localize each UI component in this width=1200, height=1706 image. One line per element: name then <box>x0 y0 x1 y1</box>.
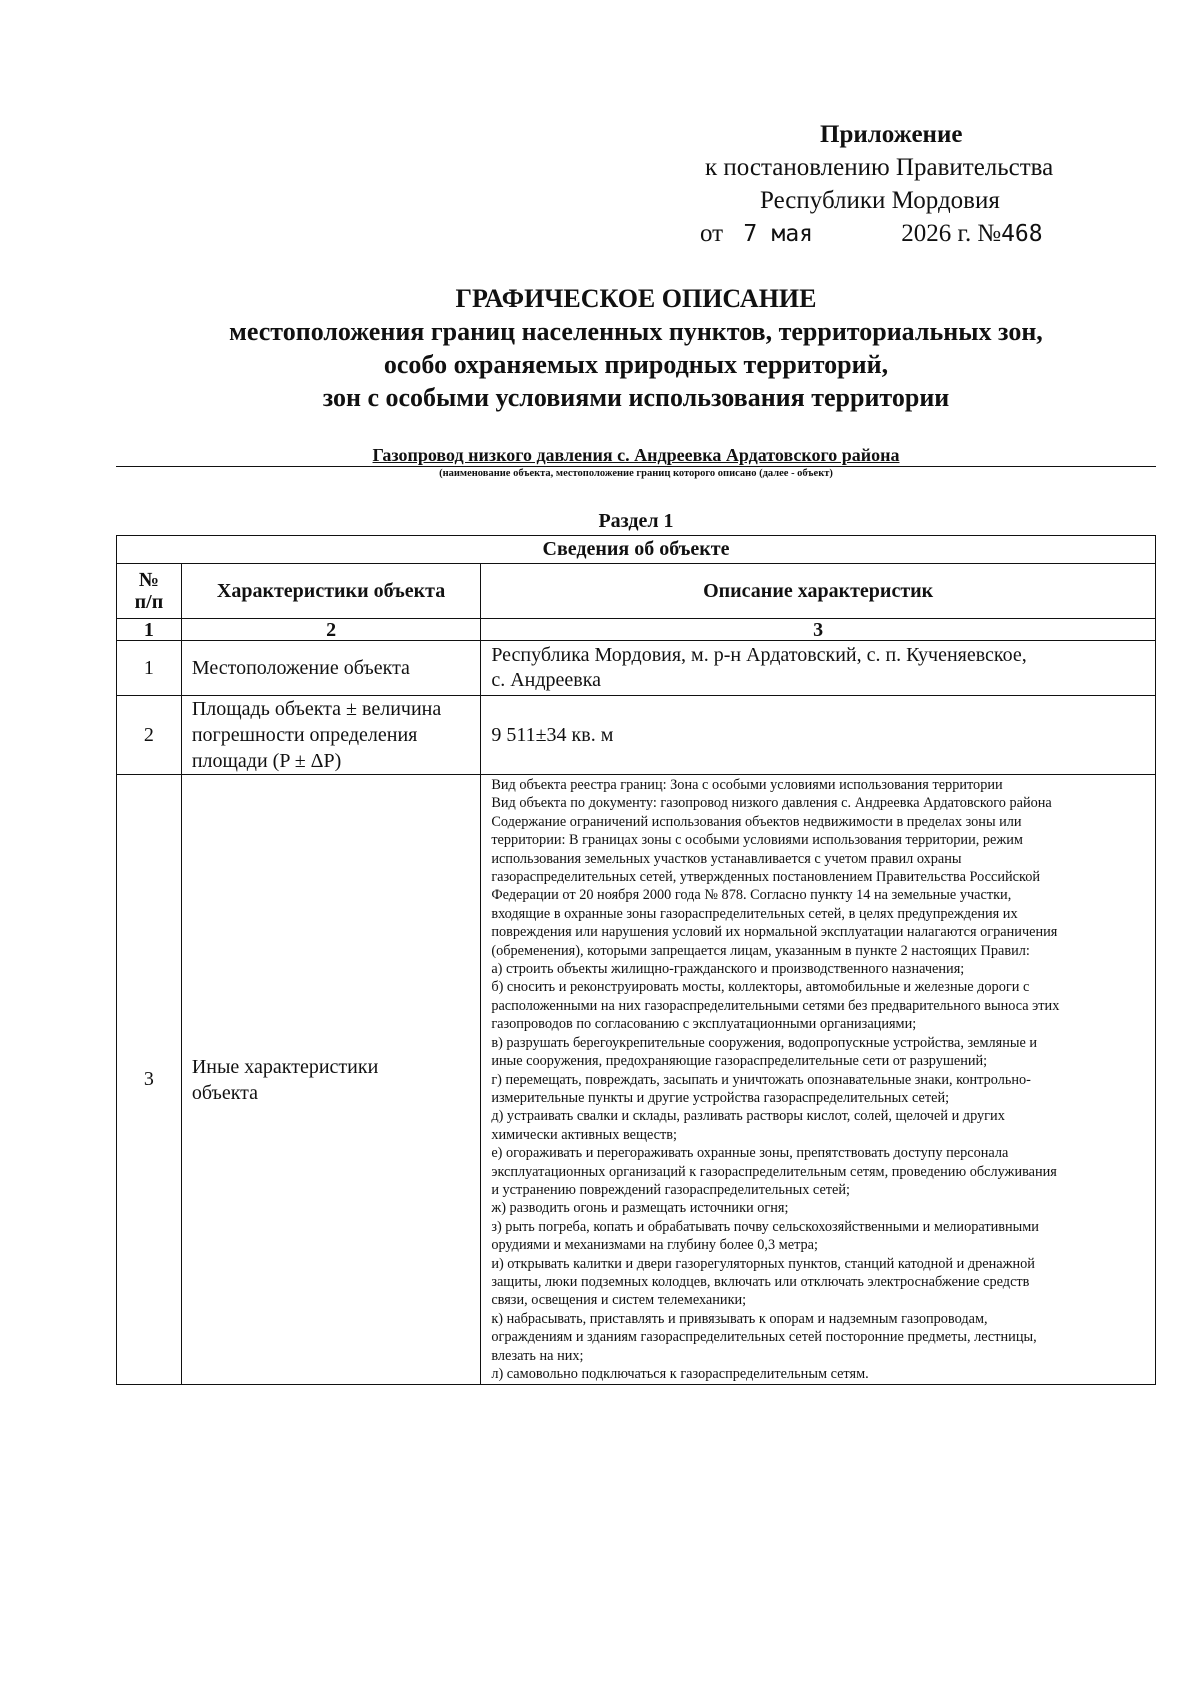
row-number: 2 <box>117 696 182 775</box>
restriction-line: и) открывать калитки и двери газорегуляторных пунктов, станций катодной и дренажной <box>491 1255 1035 1272</box>
restriction-line: территории: В границах зоны с особыми условиями использования территории, режим <box>491 832 1023 849</box>
restriction-line: г) перемещать, повреждать, засыпать и уничтожать опознавательные знаки, контрольно- <box>491 1071 1031 1088</box>
restriction-line: Содержание ограничений использования объектов недвижимости в пределах зоны или <box>491 813 1022 830</box>
row-characteristic-line: площади (P ± ΔP) <box>191 750 342 772</box>
table-row <box>117 641 1156 696</box>
object-name-rule <box>116 466 1156 467</box>
approval-title: Приложение <box>820 121 963 148</box>
title-line-3: зон с особыми условиями использования территории <box>322 383 950 412</box>
restriction-line: Федерации от 20 ноября 2000 года № 878. Согласно пункту 14 на земельные участки, <box>491 887 1012 904</box>
object-name-note: (наименование объекта, местоположение границ которого описано (далее - объект) <box>439 468 833 479</box>
restriction-line: и устранению повреждений газораспределительных сетей; <box>491 1181 851 1198</box>
title-line-1: местоположения границ населенных пунктов, территориальных зон, <box>229 317 1043 346</box>
object-name <box>116 445 1156 465</box>
approval-block <box>690 118 1130 251</box>
restriction-line: газопроводов по согласованию с эксплуатационными организациями; <box>491 1016 917 1033</box>
row-characteristic <box>181 641 480 696</box>
column-number-row <box>117 619 1156 641</box>
restriction-line: связи, освещения и систем телемеханики; <box>491 1292 747 1309</box>
object-name-text: Газопровод низкого давления с. Андреевка Ардатовского района <box>372 445 900 465</box>
restriction-line: е) огораживать и перегораживать охранные зоны, препятствовать доступу персонала <box>491 1145 1009 1162</box>
restriction-line: эксплуатационных организаций к газораспределительным сетям, проведению обслуживания <box>491 1163 1057 1180</box>
restriction-line: расположенными на них газораспределительными сетями без предварительного выноса этих <box>491 997 1060 1014</box>
restriction-line: а) строить объекты жилищно-гражданского и производственного назначения; <box>491 961 965 978</box>
table-row <box>117 775 1156 1385</box>
restriction-line: д) устраивать свалки и склады, разливать растворы кислот, солей, щелочей и других <box>491 1108 1005 1125</box>
row-description <box>481 641 1156 696</box>
table-caption: Сведения об объекте <box>117 536 1156 564</box>
restriction-line: газораспределительных сетей, утвержденных постановлением Правительства Российской <box>491 869 1040 886</box>
restriction-line: использования земельных участков устанавливается с учетом правил охраны <box>491 850 962 867</box>
approval-date-line <box>700 217 1130 251</box>
table-row <box>117 696 1156 775</box>
table-caption-row <box>117 536 1156 564</box>
restriction-line: входящие в охранные зоны газораспределительных сетей, в целях предупреждения их <box>491 905 1018 922</box>
header-num <box>117 564 182 619</box>
title-heading: ГРАФИЧЕСКОЕ ОПИСАНИЕ <box>455 284 817 313</box>
title-line-2: особо охраняемых природных территорий, <box>383 350 889 379</box>
header-description: Описание характеристик <box>481 564 1156 619</box>
restriction-line: защиты, люки подземных колодцев, включать или отключать электроснабжение средств <box>491 1273 1030 1290</box>
approval-day: 7 <box>743 221 758 247</box>
approval-number-sign: № <box>977 220 1002 247</box>
approval-year: 2026 г. <box>901 220 972 247</box>
header-num-line-2: п/п <box>134 591 164 613</box>
restriction-line: л) самовольно подключаться к газораспределительным сетям. <box>491 1366 869 1382</box>
restriction-line: измерительные пункты и другие устройства газораспределительных сетей; <box>491 1089 950 1106</box>
header-num-line-1: № <box>138 569 159 591</box>
restriction-line: ж) разводить огонь и размещать источники огня; <box>491 1200 789 1217</box>
row-characteristic <box>181 696 480 775</box>
row-characteristic-line: погрешности определения <box>191 724 418 746</box>
column-number: 2 <box>181 619 480 641</box>
document-title <box>116 282 1156 414</box>
object-info-table <box>116 535 1156 1385</box>
column-number: 3 <box>481 619 1156 641</box>
restriction-line: (обременения), которыми запрещается лицам, указанным в пункте 2 настоящих Правил: <box>491 942 1030 959</box>
approval-number: 468 <box>1001 221 1043 247</box>
row-number: 1 <box>117 641 182 696</box>
row-description-line: с. Андреевка <box>491 669 601 691</box>
table-header-row <box>117 564 1156 619</box>
row-characteristic-line: Иные характеристики <box>191 1055 379 1078</box>
row-number: 3 <box>117 775 182 1385</box>
approval-line-2: Республики Мордовия <box>760 187 1000 214</box>
restriction-line: химически активных веществ; <box>491 1126 677 1143</box>
restriction-line: б) сносить и реконструировать мосты, коллекторы, автомобильные и железные дороги с <box>491 979 1030 996</box>
restriction-line: Вид объекта по документу: газопровод низкого давления с. Андреевка Ардатовского района <box>491 795 1052 812</box>
row-characteristic-line: Местоположение объекта <box>191 657 410 679</box>
restriction-line: Вид объекта реестра границ: Зона с особыми условиями использования территории <box>491 777 1003 793</box>
row-characteristic <box>181 775 480 1385</box>
restriction-line: иные сооружения, предохраняющие газораспределительные сети от разрушений; <box>491 1053 988 1070</box>
restriction-line: влезать на них; <box>491 1347 584 1364</box>
row-characteristic-line: объекта <box>191 1081 259 1104</box>
header-characteristic: Характеристики объекта <box>181 564 480 619</box>
restriction-line: з) рыть погреба, копать и обрабатывать почву сельскохозяйственными и мелиоративными <box>491 1218 1039 1235</box>
row-description-line: Республика Мордовия, м. р-н Ардатовский, с. п. Кученяевское, <box>491 644 1027 666</box>
approval-line-1: к постановлению Правительства <box>705 154 1054 181</box>
restriction-line: ограждениям и зданиям газораспределительных сетей посторонние предметы, лестницы, <box>491 1329 1037 1346</box>
restriction-line: к) набрасывать, приставлять и привязывать к опорам и надземным газопроводам, <box>491 1310 988 1327</box>
restriction-line: повреждения или нарушения условий их нормальной эксплуатации налагаются ограничения <box>491 924 1058 941</box>
row-characteristic-line: Площадь объекта ± величина <box>191 698 442 720</box>
restriction-line: в) разрушать берегоукрепительные сооружения, водопропускные устройства, земляные и <box>491 1034 1038 1051</box>
column-number: 1 <box>117 619 182 641</box>
row-description <box>481 775 1156 1385</box>
section-label: Раздел 1 <box>598 510 674 532</box>
row-description-line: 9 511±34 кв. м <box>491 723 614 746</box>
approval-month: мая <box>771 221 814 247</box>
approval-prefix: от <box>700 220 724 247</box>
row-description <box>481 696 1156 775</box>
restriction-line: орудиями и механизмами на глубину более 0,3 метра; <box>491 1237 818 1254</box>
